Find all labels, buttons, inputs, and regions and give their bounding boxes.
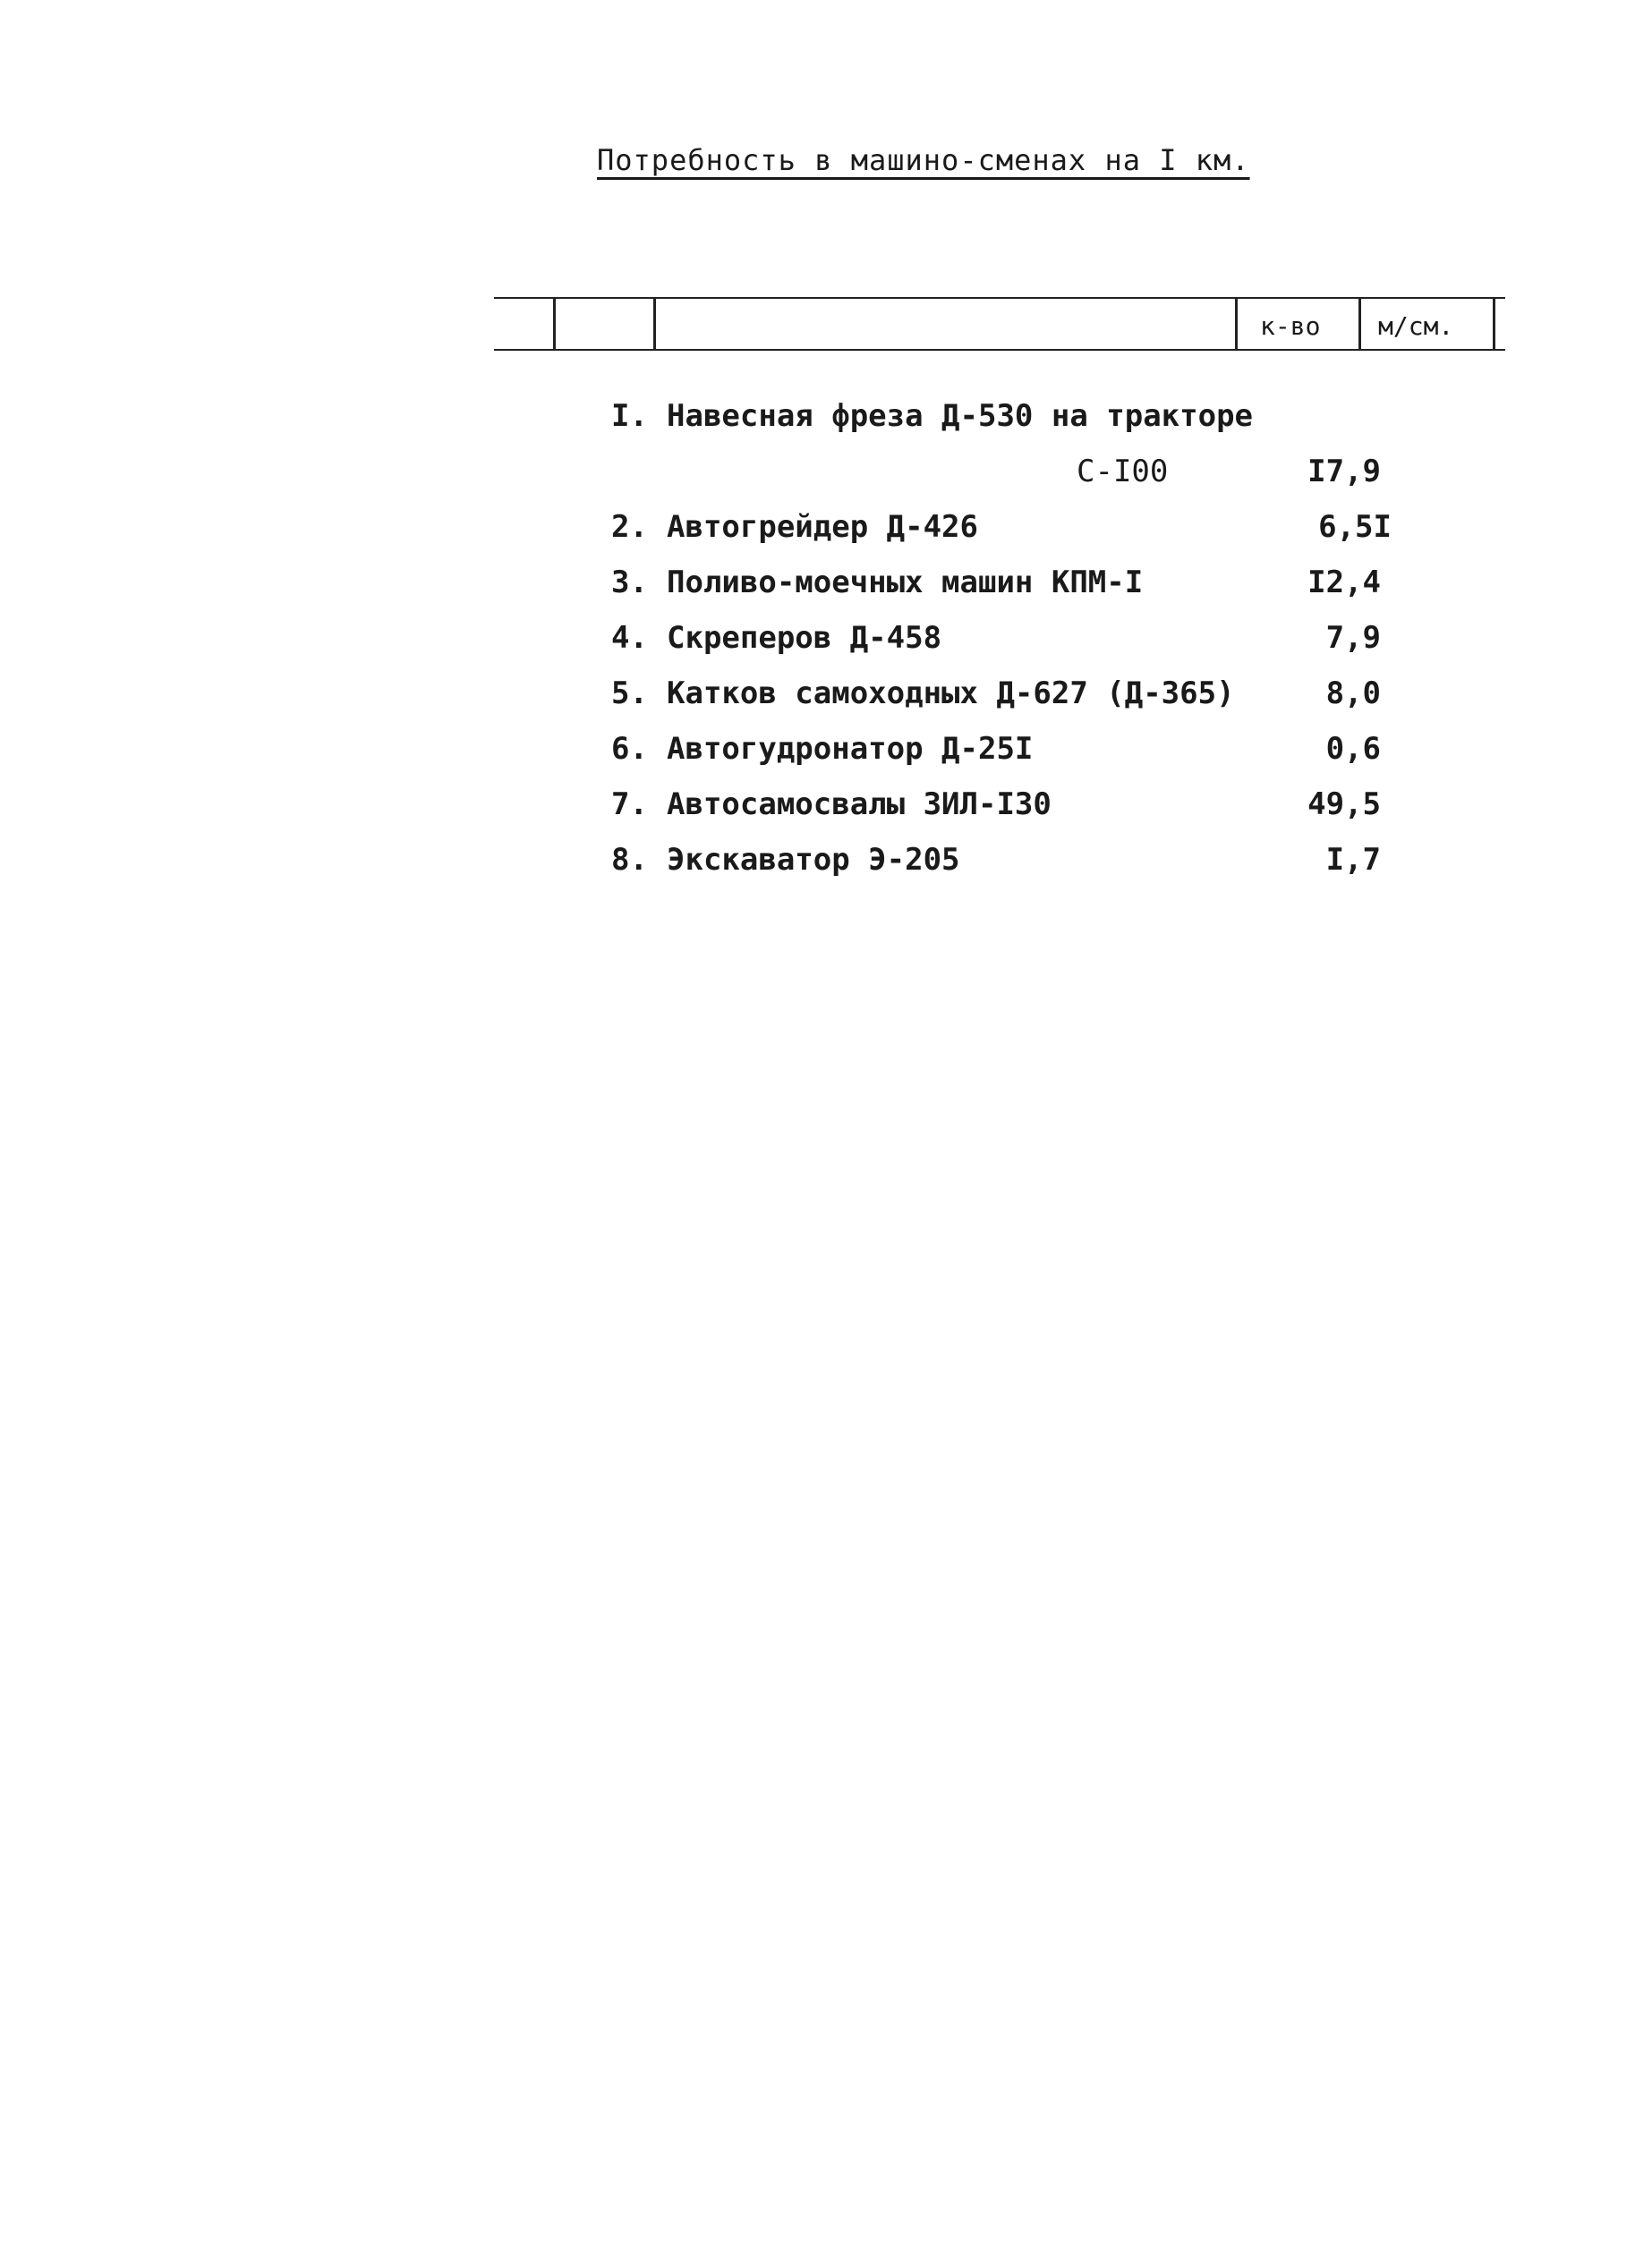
list-item bbox=[611, 842, 1417, 897]
item-quantity: 49,5 bbox=[1307, 786, 1381, 822]
item-name: Скреперов Д-458 bbox=[667, 620, 942, 656]
list-item bbox=[611, 731, 1417, 786]
column-header-unit: м/см. bbox=[1378, 311, 1454, 341]
item-name: Автогудронатор Д-25I bbox=[667, 731, 1034, 767]
item-quantity: 7,9 bbox=[1325, 620, 1381, 656]
item-quantity: 6,5I bbox=[1318, 509, 1392, 545]
item-name: Автогрейдер Д-426 bbox=[667, 509, 978, 545]
column-header-qty: к-во bbox=[1260, 311, 1321, 341]
item-number: 7. bbox=[611, 786, 648, 822]
machine-list bbox=[611, 398, 1417, 897]
item-quantity: I7,9 bbox=[1307, 454, 1381, 489]
header-divider bbox=[1493, 297, 1495, 349]
item-number: 5. bbox=[611, 675, 648, 711]
item-name-continuation: С-I00 bbox=[1077, 454, 1169, 489]
list-item bbox=[611, 509, 1417, 565]
item-number: I. bbox=[611, 398, 648, 434]
list-item bbox=[611, 675, 1417, 731]
header-divider bbox=[653, 297, 656, 349]
header-divider bbox=[1235, 297, 1238, 349]
item-name: Автосамосвалы ЗИЛ-I30 bbox=[667, 786, 1052, 822]
item-name: Катков самоходных Д-627 (Д-365) bbox=[667, 675, 1235, 711]
item-number: 4. bbox=[611, 620, 648, 656]
item-quantity: 8,0 bbox=[1325, 675, 1381, 711]
list-item bbox=[611, 398, 1417, 454]
item-quantity: 0,6 bbox=[1325, 731, 1381, 767]
list-item bbox=[611, 454, 1417, 509]
header-divider bbox=[553, 297, 556, 349]
item-number: 8. bbox=[611, 842, 648, 878]
list-item bbox=[611, 565, 1417, 620]
table-header bbox=[494, 293, 1505, 349]
item-quantity: I2,4 bbox=[1307, 565, 1381, 600]
item-number: 3. bbox=[611, 565, 648, 600]
item-quantity: I,7 bbox=[1325, 842, 1381, 878]
item-name: Экскаватор Э-205 bbox=[667, 842, 960, 878]
page-title: Потребность в машино-сменах на I км. bbox=[597, 143, 1250, 177]
list-item bbox=[611, 620, 1417, 675]
header-top-rule bbox=[494, 297, 1505, 299]
list-item bbox=[611, 786, 1417, 842]
header-bottom-rule bbox=[494, 349, 1505, 351]
item-name: Поливо-моечных машин КПМ-I bbox=[667, 565, 1144, 600]
item-name: Навесная фреза Д-530 на тракторе bbox=[667, 398, 1254, 434]
header-divider bbox=[1358, 297, 1361, 349]
item-number: 2. bbox=[611, 509, 648, 545]
item-number: 6. bbox=[611, 731, 648, 767]
